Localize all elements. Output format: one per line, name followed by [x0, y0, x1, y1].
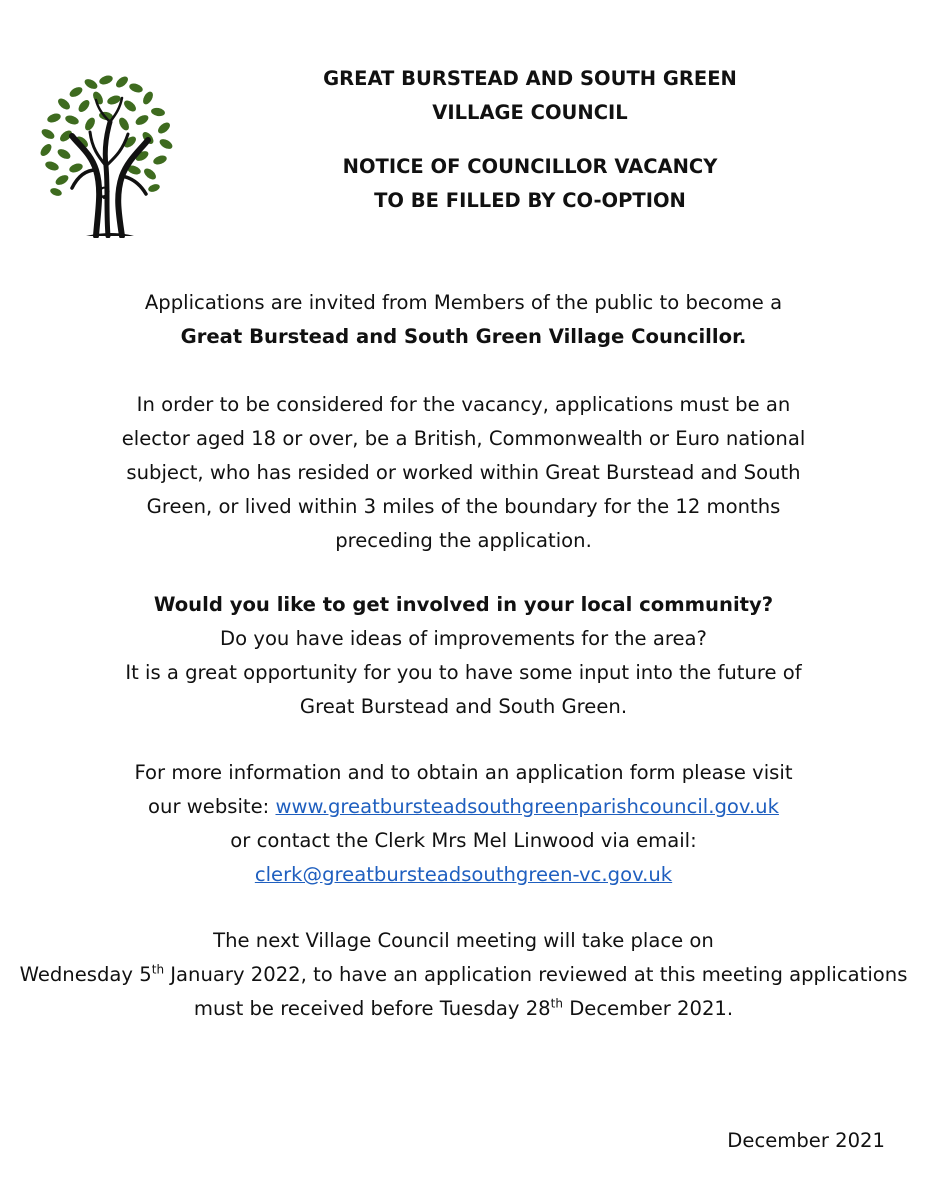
notice-date: December 2021	[727, 1129, 885, 1152]
website-link[interactable]: www.greatbursteadsouthgreenparishcouncil.gov.uk	[275, 795, 779, 818]
contact-line-1: For more information and to obtain an application form please visit	[134, 761, 793, 784]
intro-line-1: Applications are invited from Members of the public to become a	[144, 291, 783, 314]
meeting-date-ordinal: th	[151, 962, 165, 977]
meeting-line-1: The next Village Council meeting will take place on	[213, 929, 714, 952]
eligibility-line-4: Green, or lived within 3 miles of the boundary for the 12 months	[146, 495, 781, 518]
eligibility-line-1: In order to be considered for the vacancy, applications must be an	[136, 393, 791, 416]
council-title	[230, 62, 830, 130]
tree-icon	[36, 70, 176, 238]
involvement-line-2: Do you have ideas of improvements for the area?	[220, 627, 707, 650]
tree-logo	[36, 70, 176, 238]
meeting-paragraph	[0, 924, 927, 1026]
notice-title	[230, 150, 830, 218]
eligibility-line-3: subject, who has resided or worked within Great Burstead and South	[126, 461, 801, 484]
deadline-date-ordinal: th	[550, 996, 563, 1011]
eligibility-line-2: elector aged 18 or over, be a British, Commonwealth or Euro national	[121, 427, 806, 450]
contact-paragraph	[0, 756, 927, 892]
notice-title-line-1: NOTICE OF COUNCILLOR VACANCY	[342, 155, 718, 178]
involvement-line-3: It is a great opportunity for you to have some input into the future of	[125, 661, 802, 684]
eligibility-paragraph	[0, 388, 927, 558]
contact-line-3: or contact the Clerk Mrs Mel Linwood via email:	[230, 829, 697, 852]
meeting-line-2: Wednesday 5th January 2022, to have an application reviewed at this	[19, 962, 696, 986]
contact-line-4	[255, 863, 672, 886]
eligibility-line-5: preceding the application.	[335, 529, 592, 552]
meeting-line-3: meeting applications must be received before Tuesday 28th December 2021.	[193, 963, 908, 1020]
intro-line-2: Great Burstead and South Green Village Councillor.	[180, 325, 747, 348]
email-link[interactable]: clerk@greatbursteadsouthgreen-vc.gov.uk	[254, 863, 673, 886]
contact-line-2: our website: www.greatbursteadsouthgreenparishcouncil.gov.uk	[148, 795, 779, 818]
involvement-question: Would you like to get involved in your local community?	[153, 593, 774, 616]
notice-title-line-2: TO BE FILLED BY CO-OPTION	[374, 189, 686, 212]
involvement-paragraph	[0, 588, 927, 724]
council-title-line-1: GREAT BURSTEAD AND SOUTH GREEN	[323, 67, 737, 90]
involvement-line-4: Great Burstead and South Green.	[299, 695, 628, 718]
intro-paragraph	[0, 286, 927, 354]
council-title-line-2: VILLAGE COUNCIL	[432, 101, 628, 124]
